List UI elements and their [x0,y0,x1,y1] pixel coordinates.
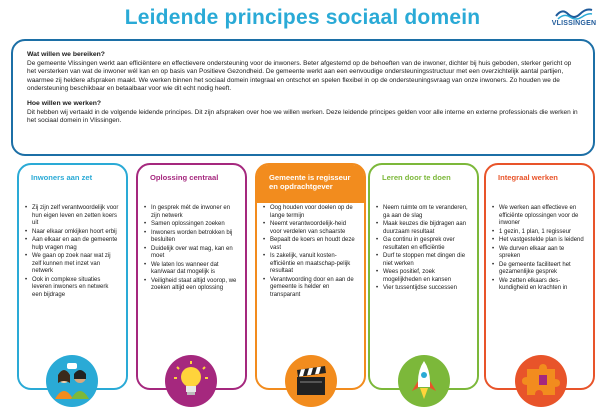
list-item: • We durven elkaar aan te spreken [499,246,586,261]
card-title: Integraal werken [498,173,558,182]
list-item: • Inwoners worden betrokken bij besluiten [151,230,238,245]
intro-panel [11,39,595,156]
card-list [138,203,245,293]
list-item: • Ga continu in gesprek over resultaten en efficiëntie [383,237,470,252]
list-item: • Naar elkaar omkijken hoort erbij [32,229,119,237]
logo-text: VLISSINGEN [551,20,597,27]
list-item: • Samen oplossingen zoeken [151,221,238,229]
card-list [257,203,364,299]
card-list [19,203,126,299]
puzzle-icon [515,355,567,407]
list-item: • Maak keuzes die bijdragen aan duurzaam resultaat [383,221,470,236]
vlissingen-logo [548,6,600,32]
list-item: • We zetten elkaars des-kundigheid en krachten in [499,278,586,293]
list-item: • Wees positief, zoek mogelijkheden en kansen [383,269,470,284]
list-item: • Bepaalt de koers en houdt deze vast [270,237,357,252]
list-item: • Is zakelijk, vanuit kosten-efficiëntie en maatschap-pelijk resultaat [270,253,357,276]
list-item: • Het vastgestelde plan is leidend [499,237,586,245]
logo-waves-icon [554,6,594,21]
list-item: • Neem ruimte om te veranderen, ga aan de slag [383,205,470,220]
intro-paragraph-how: Dit hebben wij vertaald in de volgende leidende principes. Dit zijn afspraken over hoe we willen werken. Deze leidende principes gelden voor alle interne en externe professionals die werken in het sociaal domein in Vlissingen. [27,109,578,125]
card-title: Oplossing centraal [150,173,219,182]
list-item: • We werken aan effectieve en efficiënte oplossingen voor de inwoner [499,205,586,228]
list-item: • Verantwoording door en aan de gemeente is helder en transparant [270,277,357,300]
list-item: • Zij zijn zelf verantwoordelijk voor hun eigen leven en zetten koers uit [32,205,119,228]
intro-question-goal: Wat willen we bereiken? [27,51,105,58]
list-item: • Neemt verantwoordelijk-heid voor verdelen van schaarste [270,221,357,236]
card-title: Gemeente is regisseur en opdrachtgever [257,165,364,203]
list-item: • De gemeente faciliteert het gezamenlijke gesprek [499,262,586,277]
list-item: • Vier tussentijdse successen [383,285,470,293]
people-talking-icon [46,355,98,407]
list-item: • Veiligheid staat altijd voorop, we zoeken altijd een oplossing [151,278,238,293]
list-item: • Ook in complexe situaties leveren inwoners en netwerk een bijdrage [32,277,119,300]
intro-question-how: Hoe willen we werken? [27,100,102,108]
rocket-icon [398,355,450,407]
list-item: • Duidelijk over wat mag, kan en moet [151,246,238,261]
card-title: Inwoners aan zet [31,173,93,182]
list-item: • Durf te stoppen met dingen die niet werken [383,253,470,268]
card-list [486,203,593,293]
intro-paragraph-goal: De gemeente Vlissingen werkt aan efficiëntere en effectievere ondersteuning voor de inwoners. Beter afgestemd op de behoeften van de inwoner, dichter bij huis geboden, sterker gericht op het versterken van wat de inwoner wél kan en op basis van Positieve Gezondheid. De gemeente werkt aan een eenvoudige ondersteuningsstructuur met een overzichtelijk aantal partijen, waarmee zij heldere afspraken maakt. We werken binnen het sociaal domein integraal en ontschot en spelen flexibel in op de ondersteuningsvraag van onze inwoners. Zo houden we de ondersteuning beschikbaar en betaalbaar voor wie dit echt nodig heeft. [27,60,572,92]
list-item: • We laten los wanneer dat kan/waar dat mogelijk is [151,262,238,277]
list-item: • Oog houden voor doelen op de lange termijn [270,205,357,220]
list-item: • In gesprek mét de inwoner en zijn netwerk [151,205,238,220]
list-item: • We gaan op zoek naar wat zij zelf kunnen met inzet van netwerk [32,253,119,276]
page-title: Leidende principes sociaal domein [124,6,481,29]
lightbulb-icon [165,355,217,407]
list-item: • Aan elkaar en aan de gemeente hulp vragen mag [32,237,119,252]
list-item: • 1 gezin, 1 plan, 1 regisseur [499,229,586,237]
clapperboard-icon [285,355,337,407]
card-list [370,203,477,293]
card-title: Leren door te doen [382,173,451,182]
